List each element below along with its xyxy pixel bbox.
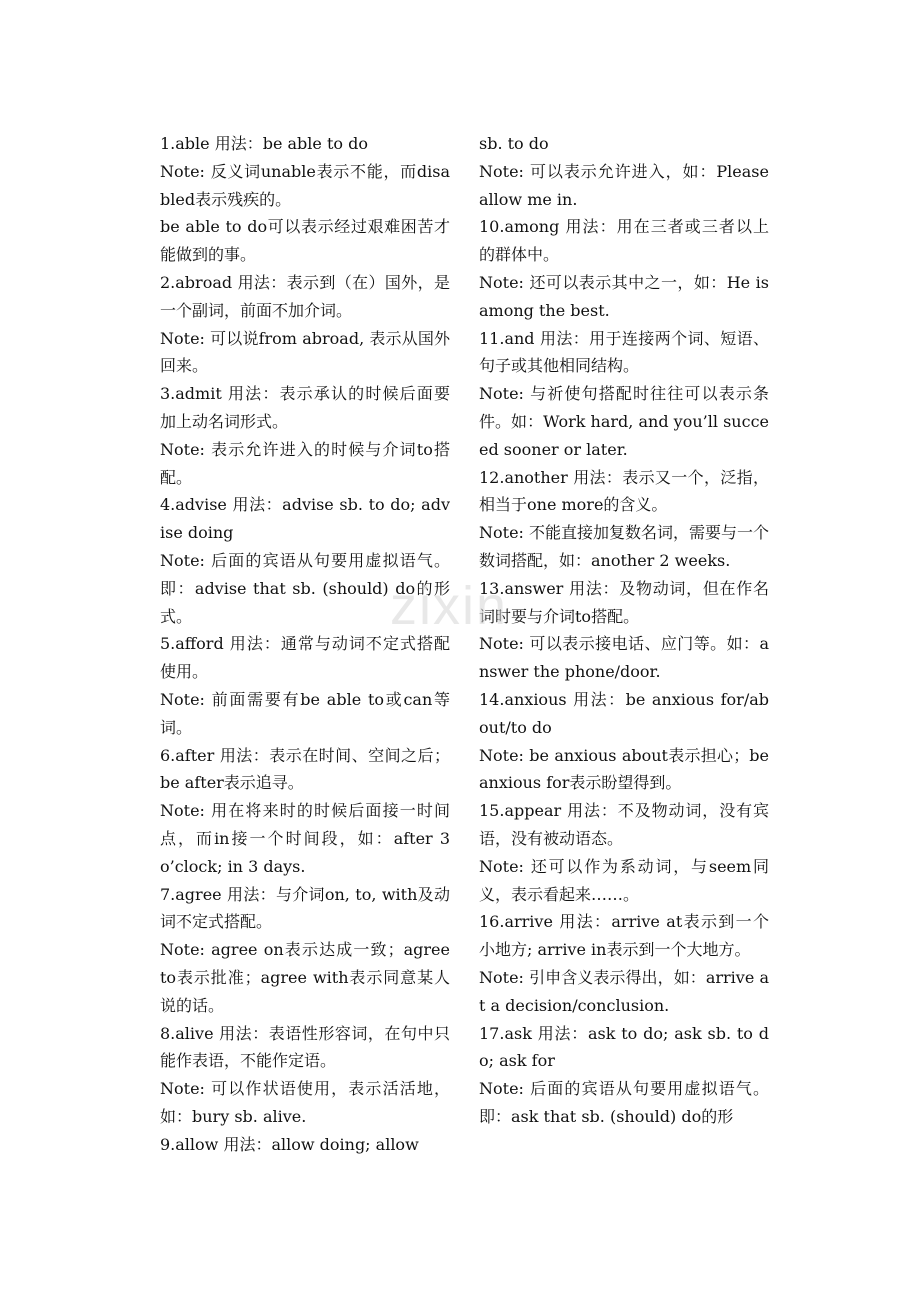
paragraph: 1.able 用法：be able to do bbox=[160, 134, 368, 153]
paragraph: 12.another 用法：表示又一个，泛指，相当于one more的含义。 bbox=[479, 467, 769, 515]
paragraph: 2.abroad 用法：表示到（在）国外，是一个副词，前面不加介词。 bbox=[160, 272, 450, 320]
paragraph: 6.after 用法：表示在时间、空间之后；be after表示追寻。 bbox=[160, 745, 450, 793]
paragraph: be able to do可以表示经过艰难困苦才能做到的事。 bbox=[160, 217, 450, 265]
paragraph: 16.arrive 用法：arrive at表示到一个小地方; arrive in表示到一个大地方。 bbox=[479, 912, 769, 960]
paragraph: 10.among 用法：用在三者或三者以上的群体中。 bbox=[479, 217, 769, 265]
paragraph: sb. to do bbox=[479, 134, 549, 153]
paragraph: Note: 用在将来时的时候后面接一时间点，而in接一个时间段，如：after 3 o’clock; in 3 days. bbox=[160, 801, 450, 876]
paragraph: Note: 前面需要有be able to或can等词。 bbox=[160, 689, 450, 737]
paragraph: Note: be anxious about表示担心；be anxious for表示盼望得到。 bbox=[479, 745, 769, 793]
paragraph: 8.alive 用法：表语性形容词，在句中只能作表语，不能作定语。 bbox=[160, 1023, 450, 1071]
paragraph: Note: agree on表示达成一致；agree to表示批准；agree with表示同意某人说的话。 bbox=[160, 940, 450, 1015]
paragraph: Note: 后面的宾语从句要用虚拟语气。即：ask that sb. (should) do的形 bbox=[479, 1079, 769, 1126]
watermark: zixin bbox=[390, 576, 509, 636]
left-column bbox=[160, 130, 450, 1158]
paragraph: 4.advise 用法：advise sb. to do; advise doing bbox=[160, 495, 450, 543]
paragraph: Note: 与祈使句搭配时往往可以表示条件。如：Work hard, and you’ll succeed sooner or later. bbox=[479, 384, 769, 459]
paragraph: Note: 引申含义表示得出，如：arrive at a decision/conclusion. bbox=[479, 967, 769, 1015]
paragraph: Note: 可以表示允许进入，如：Please allow me in. bbox=[479, 161, 769, 209]
paragraph: Note: 可以表示接电话、应门等。如：answer the phone/door. bbox=[479, 634, 769, 682]
paragraph: 9.allow 用法：allow doing; allow bbox=[160, 1134, 419, 1154]
right-column bbox=[479, 130, 769, 1131]
paragraph: Note: 反义词unable表示不能，而disabled表示残疾的。 bbox=[160, 161, 450, 209]
paragraph: Note: 还可以表示其中之一，如：He is among the best. bbox=[479, 272, 769, 320]
paragraph: Note: 还可以作为系动词，与seem同义，表示看起来……。 bbox=[479, 856, 769, 904]
paragraph: 3.admit 用法：表示承认的时候后面要加上动名词形式。 bbox=[160, 384, 450, 431]
paragraph: Note: 不能直接加复数名词，需要与一个数词搭配，如：another 2 weeks. bbox=[479, 523, 770, 570]
paragraph: Note: 可以作状语使用，表示活活地，如：bury sb. alive. bbox=[160, 1079, 450, 1126]
paragraph: Note: 可以说from abroad, 表示从国外回来。 bbox=[160, 328, 450, 376]
paragraph: 15.appear 用法：不及物动词，没有宾语，没有被动语态。 bbox=[479, 801, 769, 848]
paragraph: 13.answer 用法：及物动词，但在作名词时要与介词to搭配。 bbox=[479, 578, 769, 626]
paragraph: 14.anxious 用法：be anxious for/about/to do bbox=[479, 689, 769, 737]
paragraph: 17.ask 用法：ask to do; ask sb. to do; ask for bbox=[479, 1023, 769, 1071]
paragraph: 11.and 用法：用于连接两个词、短语、句子或其他相同结构。 bbox=[479, 328, 769, 376]
paragraph: 7.agree 用法：与介词on, to, with及动词不定式搭配。 bbox=[160, 884, 450, 932]
paragraph: Note: 表示允许进入的时候与介词to搭配。 bbox=[160, 439, 450, 487]
paragraph: 5.afford 用法：通常与动词不定式搭配使用。 bbox=[160, 634, 450, 682]
paragraph: Note: 后面的宾语从句要用虚拟语气。即：advise that sb. (should) do的形式。 bbox=[160, 550, 450, 626]
